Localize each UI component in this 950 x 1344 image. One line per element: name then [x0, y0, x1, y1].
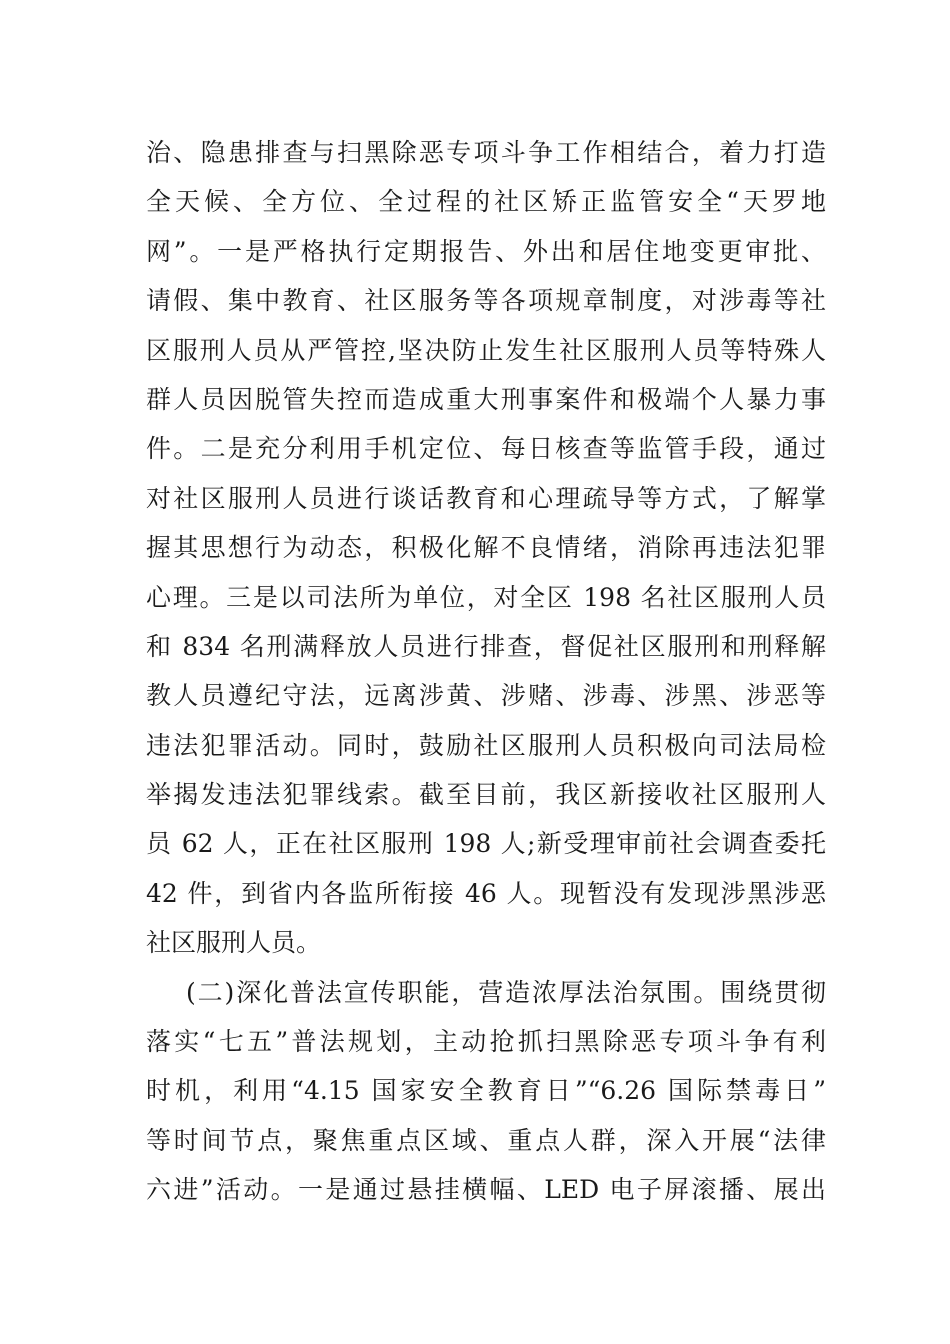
text-line: 员 62 人，正在社区服刑 198 人;新受理审前社会调查委托: [146, 829, 826, 859]
paragraph-1: [146, 128, 826, 968]
text-line: 违法犯罪活动。同时，鼓励社区服刑人员积极向司法局检: [146, 730, 826, 760]
paragraph-2: [146, 968, 826, 1215]
text-line: 请假、集中教育、社区服务等各项规章制度，对涉毒等社: [146, 286, 826, 316]
text-line: 区服刑人员从严管控,坚决防止发生社区服刑人员等特殊人: [146, 335, 826, 365]
text-line: 时机，利用“4.15 国家安全教育日”“6.26 国际禁毒日”: [146, 1076, 826, 1106]
body-text: [146, 128, 826, 1215]
text-line: 对社区服刑人员进行谈话教育和心理疏导等方式，了解掌: [146, 483, 826, 513]
text-line: 网”。一是严格执行定期报告、外出和居住地变更审批、: [146, 236, 826, 266]
text-line: 握其思想行为动态，积极化解不良情绪，消除再违法犯罪: [146, 533, 826, 563]
text-line: 全天候、全方位、全过程的社区矫正监管安全“天罗地: [146, 187, 826, 217]
text-line: (二)深化普法宣传职能，营造浓厚法治氛围。围绕贯彻: [186, 977, 826, 1007]
text-line: 落实“七五”普法规划，主动抢抓扫黑除恶专项斗争有利: [146, 1027, 826, 1057]
text-line: 件。二是充分利用手机定位、每日核查等监管手段，通过: [146, 434, 826, 464]
text-line: 教人员遵纪守法，远离涉黄、涉赌、涉毒、涉黑、涉恶等: [146, 681, 826, 711]
text-line: 社区服刑人员。: [146, 928, 322, 958]
text-line: 等时间节点，聚焦重点区域、重点人群，深入开展“法律: [146, 1125, 826, 1155]
text-line: 和 834 名刑满释放人员进行排查，督促社区服刑和刑释解: [146, 631, 826, 661]
text-line: 六进”活动。一是通过悬挂横幅、LED 电子屏滚播、展出: [146, 1175, 826, 1205]
text-line: 42 件，到省内各监所衔接 46 人。现暂没有发现涉黑涉恶: [146, 878, 826, 908]
text-line: 治、隐患排查与扫黑除恶专项斗争工作相结合，着力打造: [146, 138, 826, 167]
text-line: 心理。三是以司法所为单位，对全区 198 名社区服刑人员: [146, 582, 826, 612]
text-line: 群人员因脱管失控而造成重大刑事案件和极端个人暴力事: [146, 384, 826, 414]
text-line: 举揭发违法犯罪线索。截至目前，我区新接收社区服刑人: [146, 780, 826, 810]
